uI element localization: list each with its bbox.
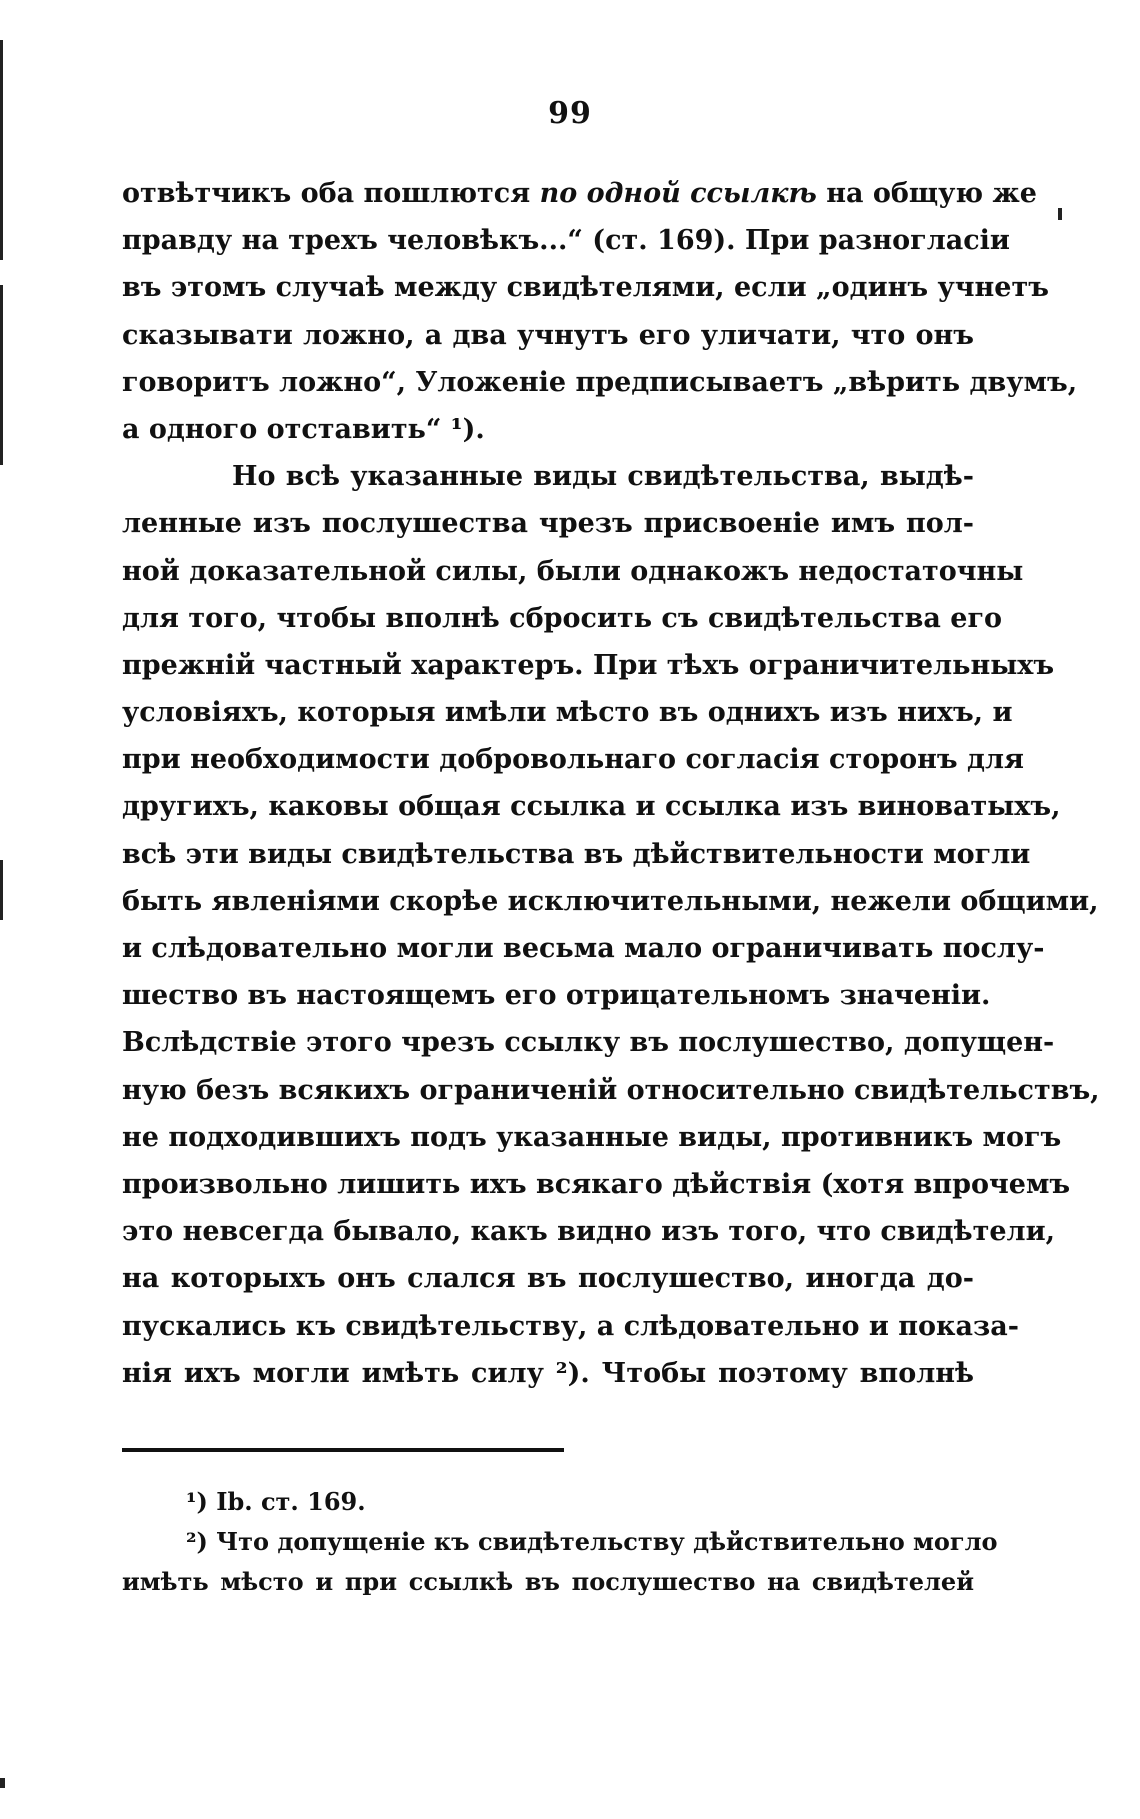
text-line-17: и слѣдовательно могли весьма мало ограничивать послу-: [122, 933, 1045, 964]
footnote-2-continued: имѣть мѣсто и при ссылкѣ въ послушество на свидѣтелей: [122, 1567, 974, 1596]
text-line-21: не подходившихъ подъ указанные виды, противникъ могъ: [122, 1121, 1062, 1153]
text-line-16: быть явленіями скорѣе исключительными, нежели общими,: [122, 885, 1099, 917]
text-line-2: правду на трехъ человѣкъ...“ (ст. 169). При разногласіи: [122, 225, 1010, 257]
line-1-start: отвѣтчикъ оба пошлются: [122, 178, 540, 209]
text-line-3: въ этомъ случаѣ между свидѣтелями, если „одинъ учнетъ: [122, 272, 1049, 304]
text-line-20: ную безъ всякихъ ограниченій относительно свидѣтельствъ,: [122, 1074, 1100, 1106]
scan-edge-mark: [0, 860, 3, 920]
text-line-12: условіяхъ, которыя имѣли мѣсто въ однихъ изъ нихъ, и: [122, 697, 1013, 729]
text-line-25: пускались къ свидѣтельству, а слѣдовательно и показа-: [122, 1310, 1019, 1342]
text-line-23: это невсегда бывало, какъ видно изъ того, что свидѣтели,: [122, 1216, 1056, 1248]
scan-edge-mark: [0, 1778, 5, 1788]
body-text: [122, 170, 1100, 1397]
text-line-14: другихъ, каковы общая ссылка и ссылка изъ виноватыхъ,: [122, 791, 1061, 823]
footnote-1: ¹) Ib. ст. 169.: [186, 1487, 366, 1516]
text-line-15: всѣ эти виды свидѣтельства въ дѣйствительности могли: [122, 838, 1031, 870]
text-line-18: шество въ настоящемъ его отрицательномъ значеніи.: [122, 980, 991, 1012]
scan-edge-mark: [0, 285, 3, 465]
text-line-24: на которыхъ онъ слался въ послушество, иногда до-: [122, 1263, 974, 1295]
line-1-end: на общую же: [816, 178, 1037, 209]
scan-edge-mark: [1058, 208, 1062, 220]
text-line-4: сказывати ложно, а два учнутъ его уличати, что онъ: [122, 319, 974, 351]
footnote-divider: [122, 1448, 564, 1452]
text-line-6: а одного отставить“ ¹).: [122, 413, 485, 445]
text-line-7: Но всѣ указанные виды свидѣтельства, выдѣ-: [232, 461, 974, 493]
italic-phrase: по одной ссылкѣ: [539, 178, 817, 209]
text-line-1: [122, 170, 1037, 217]
text-line-19: Вслѣдствіе этого чрезъ ссылку въ послушество, допущен-: [122, 1027, 1055, 1059]
text-line-5: говоритъ ложно“, Уложеніе предписываетъ „вѣрить двумъ,: [122, 366, 1078, 398]
page-number: 99: [548, 96, 592, 131]
text-line-22: произвольно лишить ихъ всякаго дѣйствія (хотя впрочемъ: [122, 1168, 1071, 1200]
text-line-10: для того, чтобы вполнѣ сбросить съ свидѣтельства его: [122, 602, 1003, 634]
text-line-26: нія ихъ могли имѣть силу ²). Чтобы поэтому вполнѣ: [122, 1357, 974, 1389]
text-line-8: ленные изъ послушества чрезъ присвоеніе имъ пол-: [122, 508, 974, 540]
footnotes: [122, 1482, 998, 1602]
text-line-13: при необходимости добровольнаго согласія сторонъ для: [122, 744, 1024, 776]
text-line-11: прежній частный характеръ. При тѣхъ ограничительныхъ: [122, 649, 1055, 681]
text-line-9: ной доказательной силы, были однакожъ недостаточны: [122, 555, 1024, 587]
footnote-2: ²) Что допущеніе къ свидѣтельству дѣйствительно могло: [186, 1527, 998, 1556]
scan-edge-mark: [0, 40, 3, 260]
